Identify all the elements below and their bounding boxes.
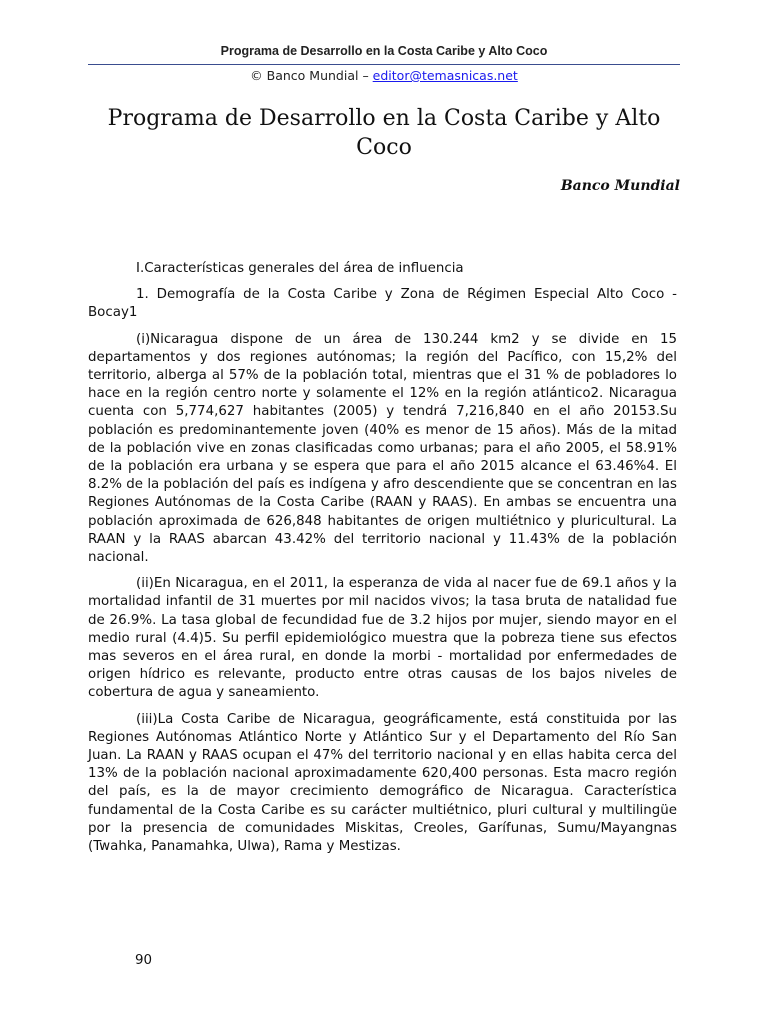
document-title: Programa de Desarrollo en la Costa Caribe y Alto Coco bbox=[107, 106, 661, 160]
paragraph-3: (iii)La Costa Caribe de Nicaragua, geográficamente, está constituida por las Regiones Autónomas Atlántico Norte y Atlántico Sur y el Departamento del Río San Juan. La RAAN y RAAS ocupan el 47% del territorio nacional y en ellas habita cerca del 13% de la población nacional aproximadamente 620,400 personas. Esta macro región del país, es la de mayor crecimiento demográfico de Nicaragua. Característica fundamental de la Costa Caribe es su carácter multiétnico, pluri cultural y multilingüe por la presencia de comunidades Miskitas, Creoles, Garífunas, Sumu/Mayangnas (Twahka, Panamahka, Ulwa), Rama y Mestizas. bbox=[88, 711, 677, 855]
header-divider bbox=[88, 64, 680, 65]
document-author: Banco Mundial bbox=[560, 178, 680, 194]
editor-email-link[interactable]: editor@temasnicas.net bbox=[372, 68, 518, 83]
paragraph-2: (ii)En Nicaragua, en el 2011, la esperanza de vida al nacer fue de 69.1 años y la mortalidad infantil de 31 muertes por mil nacidos vivos; la tasa bruta de natalidad fue de 26.9%. La tasa global de fecundidad fue de 3.2 hijos por mujer, siendo mayor en el medio rural (4.4)5. Su perfil epidemiológico muestra que la pobreza tiene sus efectos mas severos en el área rural, en donde la morbi - mortalidad por enfermedades de origen hídrico es relevante, producto entre otras causas de los bajos niveles de cobertura de agua y saneamiento. bbox=[88, 576, 677, 701]
paragraph-1: (i)Nicaragua dispone de un área de 130.244 km2 y se divide en 15 departamentos y dos regiones autónomas; la región del Pacífico, con 15,2% del territorio, alberga al 57% de la población total, mientras que el 31 % de pobladores lo hace en la región centro norte y solamente el 12% en la región atlántico2. Nicaragua cuenta con 5,774,627 habitantes (2005) y tendrá 7,216,840 en el año 20153.Su población es predominantemente joven (40% es menor de 15 años). Más de la mitad de la población vive en zonas clasificadas como urbanas; para el año 2005, el 58.91% de la población era urbana y se espera que para el año 2015 alcance el 63.46%4. El 8.2% de la población del país es indígena y afro descendiente que se concentran en las Regiones Autónomas de la Costa Caribe (RAAN y RAAS). En ambas se encuentra una población aproximada de 626,848 habitantes de origen multiétnico y pluricultural. La RAAN y la RAAS abarcan 43.42% del territorio nacional y 11.43% de la población nacional. bbox=[88, 331, 677, 566]
copyright-text: © Banco Mundial – bbox=[250, 68, 373, 83]
copyright-line bbox=[88, 68, 680, 83]
running-header-title: Programa de Desarrollo en la Costa Caribe y Alto Coco bbox=[220, 44, 548, 58]
section-heading: I.Características generales del área de influencia bbox=[136, 261, 464, 276]
subsection-heading: 1. Demografía de la Costa Caribe y Zona de Régimen Especial Alto Coco - Bocay1 bbox=[88, 287, 677, 321]
document-body bbox=[88, 260, 677, 864]
page-number: 90 bbox=[135, 953, 153, 968]
